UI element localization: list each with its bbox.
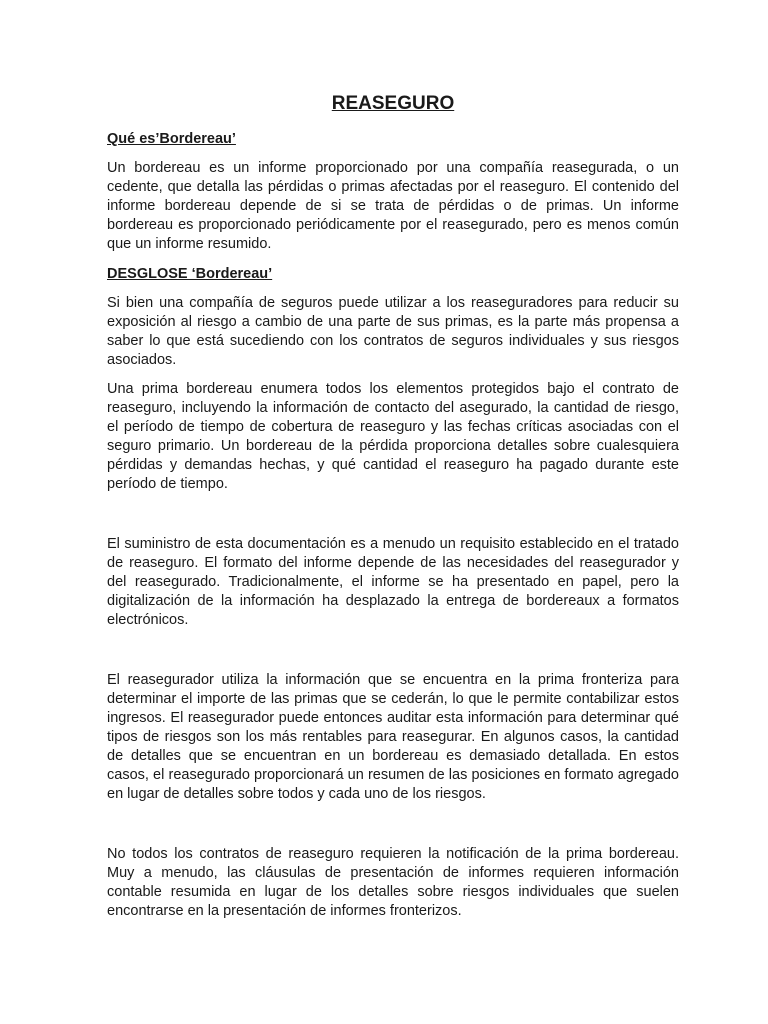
paragraph-spacer: [107, 814, 679, 845]
paragraph-1: Si bien una compañía de seguros puede utilizar a los reaseguradores para reducir su exposición al riesgo a cambio de una parte de sus primas, es la parte más propensa a saber lo que está sucediendo con los contratos de seguros individuales y sus riesgos asociados.: [107, 295, 679, 368]
page-title: REASEGURO: [331, 93, 455, 114]
paragraph-3: El suministro de esta documentación es a menudo un requisito establecido en el tratado de reaseguro. El formato del informe depende de las necesidades del reasegurador y del reasegurado. Tradicionalmente, el informe se ha presentado en papel, pero la digitalización de la información ha desplazado la entrega de bordereaux a formatos electrónicos.: [107, 536, 679, 628]
paragraph-4: El reasegurador utiliza la información que se encuentra en la prima fronteriza para determinar el importe de las primas que se cederán, lo que le permite contabilizar estos ingresos. El reasegurador puede entonces auditar esta información para determinar qué tipos de riesgos son los más rentables para reasegurar. En algunos casos, la cantidad de detalles que se encuentran en un bordereau es demasiado detallada. En estos casos, el reasegurado proporcionará un resumen de las posiciones en formato agregado en lugar de detalles sobre todos y cada uno de los riesgos.: [107, 672, 679, 802]
document-page: [107, 92, 679, 931]
paragraph-spacer: [107, 504, 679, 535]
section-heading-desglose: DESGLOSE ‘Bordereau’: [107, 266, 273, 282]
paragraph-definition: Un bordereau es un informe proporcionado por una compañía reasegurada, o un cedente, que detalla las pérdidas o primas afectadas por el reaseguro. El contenido del informe bordereau depende de si se trata de pérdidas o de primas. Un informe bordereau es proporcionado periódicamente por el reasegurado, pero es menos común que un informe resumido.: [107, 160, 679, 252]
paragraph-5: No todos los contratos de reaseguro requieren la notificación de la prima bordereau. Muy a menudo, las cláusulas de presentación de informes requieren información contable resumida en lugar de los detalles sobre riesgos individuales que suelen encontrarse en la presentación de informes fronterizos.: [107, 846, 679, 919]
paragraph-spacer: [107, 640, 679, 671]
section-heading-que-es-bordereau: Qué es’Bordereau’: [107, 131, 236, 147]
paragraph-2: Una prima bordereau enumera todos los elementos protegidos bajo el contrato de reaseguro, incluyendo la información de contacto del asegurado, la cantidad de riesgo, el período de tiempo de cobertura de reaseguro y las fechas críticas asociadas con el seguro primario. Un bordereau de la pérdida proporciona detalles sobre cualesquiera pérdidas y demandas hechas, y qué cantidad el reaseguro ha pagado durante este período de tiempo.: [107, 381, 679, 492]
